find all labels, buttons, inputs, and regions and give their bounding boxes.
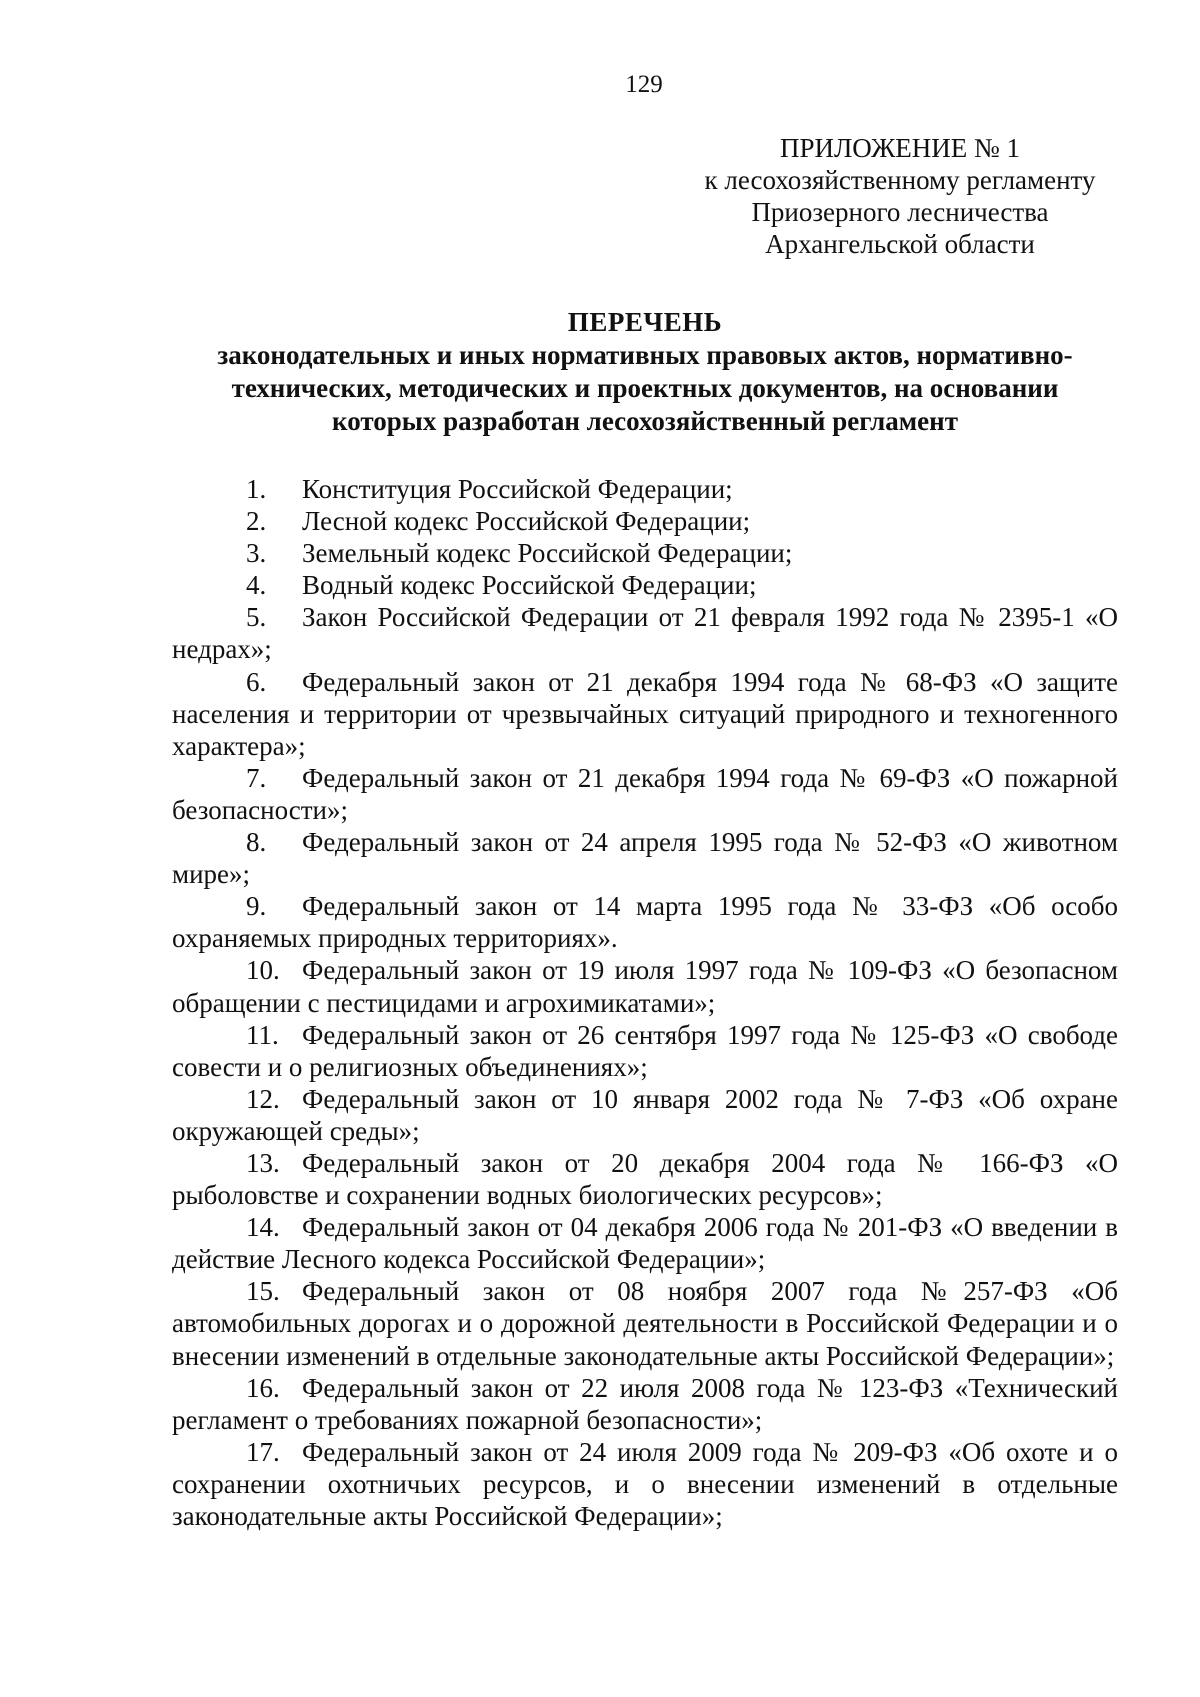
item-number: 5. bbox=[246, 602, 267, 633]
item-text: Федеральный закон от 26 сентября 1997 года № 125-ФЗ «О свободе совести и о религиозных объединениях»; bbox=[172, 1019, 1118, 1082]
list-item bbox=[172, 890, 1118, 954]
item-text: Закон Российской Федерации от 21 февраля 1992 года № 2395-1 «О недрах»; bbox=[172, 602, 1118, 665]
item-number: 4. bbox=[246, 570, 267, 601]
legal-acts-list bbox=[172, 473, 1118, 1532]
item-number: 1. bbox=[246, 474, 267, 504]
appendix-header bbox=[700, 132, 1100, 260]
list-item bbox=[172, 1436, 1118, 1532]
list-item bbox=[172, 473, 1118, 505]
list-item bbox=[172, 569, 1118, 601]
item-number: 11. bbox=[246, 1019, 279, 1050]
item-number: 2. bbox=[246, 506, 267, 537]
list-item bbox=[172, 666, 1118, 762]
list-item bbox=[172, 1275, 1118, 1371]
item-number: 15. bbox=[246, 1276, 280, 1307]
item-number: 16. bbox=[246, 1372, 280, 1403]
item-number: 8. bbox=[246, 827, 267, 858]
appendix-line: Архангельской области bbox=[765, 229, 1035, 259]
list-item bbox=[172, 762, 1118, 826]
item-text: Федеральный закон от 14 марта 1995 года № 33-ФЗ «Об особо охраняемых природных территориях». bbox=[172, 891, 1118, 954]
item-text: Федеральный закон от 24 июля 2009 года № 209-ФЗ «Об охоте и о сохранении охотничьих ресурсов, и о внесении изменений в отдельные законодательные акты Российской Федерации»; bbox=[172, 1436, 1118, 1531]
item-text: Федеральный закон от 10 января 2002 года № 7-ФЗ «Об охране окружающей среды»; bbox=[172, 1083, 1118, 1146]
list-item bbox=[172, 505, 1118, 537]
item-number: 6. bbox=[246, 666, 267, 697]
item-number: 7. bbox=[246, 762, 267, 793]
item-number: 17. bbox=[246, 1436, 280, 1467]
item-text: Земельный кодекс Российской Федерации; bbox=[302, 538, 793, 569]
item-number: 14. bbox=[246, 1212, 280, 1243]
list-item bbox=[172, 1147, 1118, 1211]
item-text: Федеральный закон от 22 июля 2008 года № 123-ФЗ «Технический регламент о требованиях пожарной безопасности»; bbox=[172, 1372, 1118, 1435]
appendix-line: к лесохозяйственному регламенту bbox=[704, 165, 1096, 195]
item-text: Федеральный закон от 08 ноября 2007 года №257-ФЗ «Об автомобильных дорогах и о дорожной деятельности в Российской Федерации и о внесении изменений в отдельные законодательные акты Российской Федерации»; bbox=[172, 1276, 1118, 1371]
item-text: Федеральный закон от 20 декабря 2004 года № 166-ФЗ «О рыболовстве и сохранении водных биологических ресурсов»; bbox=[172, 1147, 1118, 1211]
appendix-title: ПРИЛОЖЕНИЕ № 1 bbox=[779, 133, 1021, 163]
document-heading bbox=[170, 306, 1120, 438]
item-text: Федеральный закон от 19 июля 1997 года № 109-ФЗ «О безопасном обращении с пестицидами и агрохимикатами»; bbox=[172, 955, 1118, 1018]
list-item bbox=[172, 537, 1118, 569]
item-text: Водный кодекс Российской Федерации; bbox=[302, 570, 757, 601]
item-number: 13. bbox=[246, 1147, 280, 1178]
item-number: 3. bbox=[246, 538, 267, 569]
item-text: Федеральный закон от 24 апреля 1995 года № 52-ФЗ «О животном мире»; bbox=[172, 827, 1118, 890]
item-text: Федеральный закон от 04 декабря 2006 года № 201-ФЗ «О введении в действие Лесного кодекса Российской Федерации»; bbox=[172, 1212, 1118, 1275]
list-item bbox=[172, 1083, 1118, 1147]
item-text: Федеральный закон от 21 декабря 1994 года № 69-ФЗ «О пожарной безопасности»; bbox=[172, 762, 1118, 825]
list-item bbox=[172, 1372, 1118, 1436]
heading-title: ПЕРЕЧЕНЬ bbox=[567, 307, 723, 337]
item-text: Федеральный закон от 21 декабря 1994 года № 68-ФЗ «О защите населения и территории от чрезвычайных ситуаций природного и техногенного характера»; bbox=[172, 666, 1118, 761]
heading-line: технических, методических и проектных документов, на основании bbox=[231, 373, 1059, 403]
item-text: Конституция Российской Федерации; bbox=[302, 474, 733, 504]
heading-line: законодательных и иных нормативных правовых актов, нормативно- bbox=[217, 340, 1073, 370]
list-item bbox=[172, 826, 1118, 890]
item-number: 10. bbox=[246, 955, 280, 986]
list-item bbox=[172, 1211, 1118, 1275]
item-number: 12. bbox=[246, 1083, 280, 1114]
list-item bbox=[172, 954, 1118, 1018]
page-number: 129 bbox=[625, 71, 663, 98]
list-item bbox=[172, 601, 1118, 665]
appendix-line: Приозерного лесничества bbox=[751, 197, 1049, 227]
item-number: 9. bbox=[246, 891, 267, 922]
list-item bbox=[172, 1019, 1118, 1083]
heading-line: которых разработан лесохозяйственный регламент bbox=[332, 406, 958, 436]
item-text: Лесной кодекс Российской Федерации; bbox=[302, 506, 751, 537]
